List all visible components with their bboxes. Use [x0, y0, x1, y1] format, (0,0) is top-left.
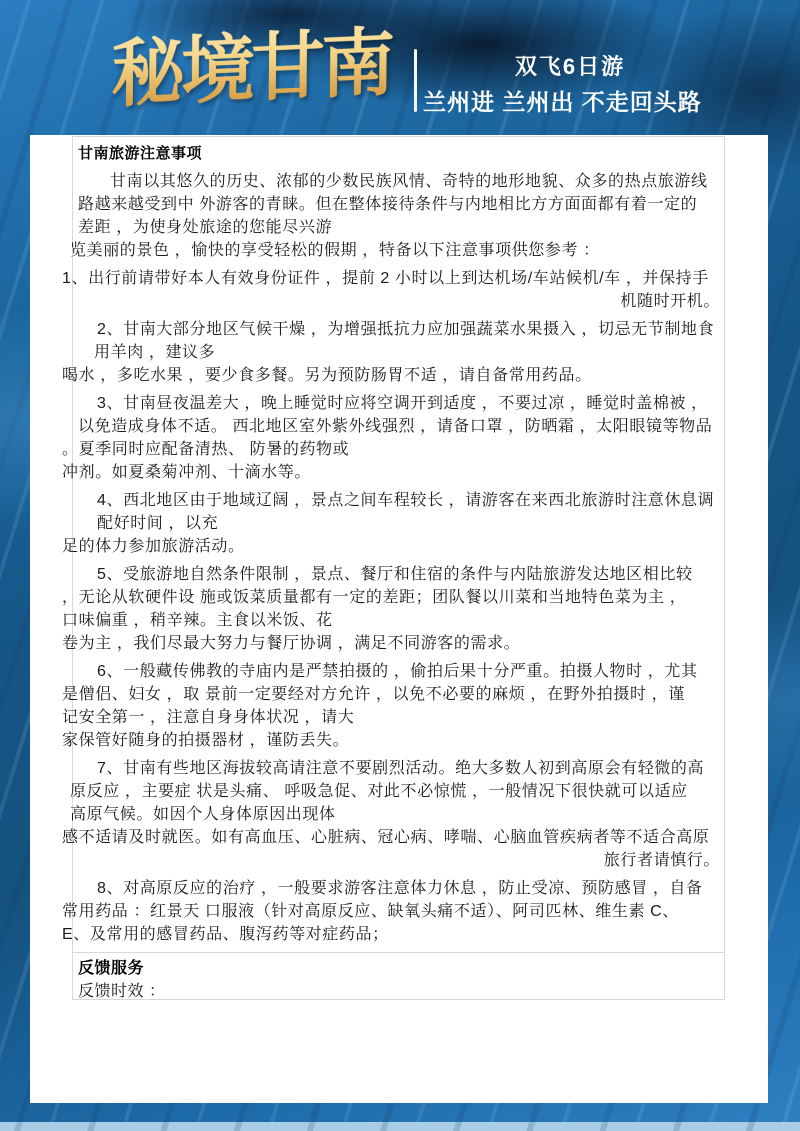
notice-line: 4、西北地区由于地域辽阔 ，景点之间车程较长 ，请游客在来西北旅游时注意休息调 — [97, 492, 715, 509]
notice-line: 家保管好随身的拍摄器材 ，谨防丢失。 — [62, 732, 350, 749]
feedback-section — [73, 952, 724, 1003]
route-summary-label: 兰州进 兰州出 不走回头路 — [423, 89, 702, 115]
notice-line: 常用药品 ：红景天 口服液（针对高原反应、缺氧头痛不适）、阿司匹林、维生素 C、 — [62, 903, 679, 920]
notice-line: 5、受旅游地自然条件限制 ，景点、餐厅和住宿的条件与内陆旅游发达地区相比较 — [97, 566, 693, 583]
notice-line: 览美丽的景色 ，愉快的享受轻松的假期 ，特备以下注意事项供您参考 ： — [70, 242, 600, 259]
notice-line: 喝水 ，多吃水果 ，要少食多餐。另为预防肠胃不适 ，请自备常用药品。 — [62, 367, 592, 384]
notice-line: 以免造成身体不适。 西北地区室外紫外线强烈 ，请备口罩 ，防晒霜 ，太阳眼镜等物品 — [78, 418, 713, 435]
notice-line: 原反应 ，主要症 状是头痛、 呼吸急促、对此不必惊慌 ，一般情况下很快就可以适应 — [70, 783, 688, 800]
notice-line: 甘南以其悠久的历史、浓郁的少数民族风情、奇特的地形地貌、众多的热点旅游线 — [110, 173, 708, 190]
notice-line: E、及常用的感冒药品、腹泻药等对症药品； — [62, 926, 389, 943]
trip-type-label: 双飞6日游 — [514, 54, 626, 79]
notice-line: 机随时开机。 — [620, 293, 720, 310]
notice-line: 卷为主 ，我们尽最大努力与餐厅协调 ，满足不同游客的需求。 — [62, 635, 521, 652]
notice-item-2 — [62, 318, 720, 387]
notice-item-3 — [62, 392, 720, 484]
notice-line: 8、对高原反应的治疗 ，一般要求游客注意体力休息 ，防止受凉、预防感冒 ，自备 — [97, 880, 703, 897]
notice-item-7 — [62, 757, 720, 872]
notice-item-4 — [62, 489, 720, 558]
notice-item-8 — [62, 877, 720, 946]
notice-line: 冲剂。如夏桑菊冲剂、十滴水等。 — [62, 464, 312, 481]
notice-line: 口味偏重 ，稍辛辣。主食以米饭、花 — [62, 612, 333, 629]
intro-paragraph — [70, 170, 720, 262]
header-banner — [0, 0, 800, 135]
notice-line: 高原气候。如因个人身体原因出现体 — [70, 806, 336, 823]
feedback-time-label: 反馈时效 ： — [78, 983, 166, 1000]
notice-content-box — [62, 136, 725, 1000]
notice-line: 用羊肉 ，建议多 — [94, 344, 216, 361]
document-page — [30, 135, 768, 1103]
notice-line: 是僧侣、妇女 ，取 景前一定要经对方允许 ，以免不必要的麻烦 ，在野外拍摄时 ，谨 — [62, 686, 685, 703]
notice-line: 足的体力参加旅游活动。 — [62, 538, 245, 555]
notice-line: ，无论从软硬件设 施或饭菜质量都有一定的差距；团队餐以川菜和当地特色菜为主 ， — [62, 589, 687, 606]
notice-item-5 — [62, 563, 720, 655]
notice-line: 路越来越受到中 外游客的青睐。但在整体接待条件与内地相比方方面面都有着一定的 — [78, 196, 698, 213]
notice-line: 2、甘南大部分地区气候干燥 ，为增强抵抗力应加强蔬菜水果摄入 ，切忌无节制地食 — [97, 321, 715, 338]
notice-line: 感不适请及时就医。如有高血压、心脏病、冠心病、哮喘、心脑血管疾病者等不适合高原 — [62, 829, 710, 846]
notice-line: 6、一般藏传佛教的寺庙内是严禁拍摄的 ，偷拍后果十分严重。拍摄人物时 ，尤其 — [97, 663, 698, 680]
feedback-heading: 反馈服务 — [78, 960, 145, 977]
notice-heading: 甘南旅游注意事项 — [78, 145, 203, 162]
notice-line: 配好时间 ，以充 — [97, 515, 219, 532]
notice-line: 7、甘南有些地区海拔较高请注意不要剧烈活动。绝大多数人初到高原会有轻微的高 — [97, 760, 705, 777]
notice-line: 3、甘南昼夜温差大 ，晚上睡觉时应将空调开到适度 ，不要过凉 ，睡觉时盖棉被 ， — [97, 395, 708, 412]
header-divider-line — [414, 49, 417, 112]
notice-item-6 — [62, 660, 720, 752]
notice-line: 记安全第一 ，注意自身身体状况 ，请大 — [62, 709, 355, 726]
notice-line: 1、出行前请带好本人有效身份证件 ，提前 2 小时以上到达机场/车站候机/车 ，并保持手 — [62, 270, 709, 287]
notice-item-1 — [62, 267, 720, 313]
brand-calligraphy-title: 秘境甘南 — [96, 7, 407, 131]
notice-line: 旅行者请慎行。 — [603, 852, 720, 869]
notice-line: 差距 ，为使身处旅途的您能尽兴游 — [78, 219, 333, 236]
notice-line: 。夏季同时应配备清热、 防暑的药物或 — [62, 441, 350, 458]
